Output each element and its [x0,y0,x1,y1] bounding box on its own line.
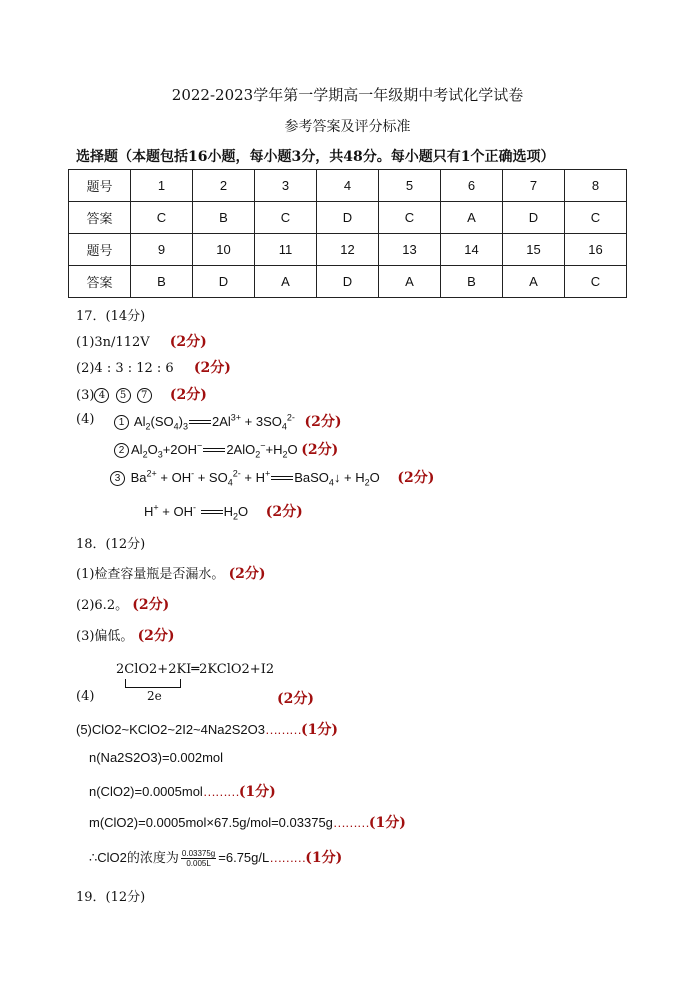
answer-cell: C [255,202,317,234]
calc-line-2-text: n(ClO2)=0.0005mol [89,784,203,799]
points: (2分) [169,387,207,403]
section-heading: 选择题（本题包括16小题，每小题3分，共48分。每小题只有1个正确选项） [76,149,555,165]
points: (2分) [397,470,435,486]
q17-answer-3-prefix: (3) [76,388,95,403]
circled-number: 3 [110,471,125,486]
calc-line-1: n(Na2S2O3)=0.002mol [89,750,224,765]
q17-answer-2 [76,357,231,377]
q18-header: 18．(12分) [76,537,146,552]
q18-answer-3 [76,625,175,645]
points: (2分) [132,597,170,613]
answer-cell: A [379,266,441,298]
answer-cell: B [441,266,503,298]
answer-cell: D [193,266,255,298]
answer-cell: C [565,202,627,234]
question-number: 3 [255,170,317,202]
points: (2分) [169,334,207,350]
answer-cell: C [131,202,193,234]
q18-answer-2 [76,594,169,614]
points: (2分) [228,566,266,582]
question-number: 16 [565,234,627,266]
answer-cell: A [255,266,317,298]
q18-answer-2-text: (2)6.2。 [76,598,129,613]
points: (1分) [300,722,338,738]
circled-number: 4 [94,388,109,403]
row-label: 答案 [69,266,131,298]
question-number: 1 [131,170,193,202]
q18-answer-4-prefix: (4) [76,689,95,704]
q17-header: 17．(14分) [76,309,146,324]
question-number: 11 [255,234,317,266]
q17-answer-2-text: (2)4 : 3 : 12 : 6 [76,361,174,376]
circled-number: 1 [114,415,129,430]
question-number: 14 [441,234,503,266]
question-number: 13 [379,234,441,266]
dot-leader: ……… [332,815,369,830]
equals-sign [271,475,293,483]
question-number: 4 [317,170,379,202]
question-number: 12 [317,234,379,266]
fraction [181,849,216,868]
concentration-prefix: ∴ClO2的浓度为 [89,850,179,865]
table-row [69,234,627,266]
answer-cell: D [503,202,565,234]
equals-sign [203,447,225,455]
points: (2分) [304,414,342,430]
q18-answer-1-text: (1)检查容量瓶是否漏水。 [76,567,225,582]
fraction-denominator: 0.005L [186,859,211,869]
points: (2分) [137,628,175,644]
question-number: 9 [131,234,193,266]
points: (2分) [193,360,231,376]
document-title: 2022-2023学年第一学期高一年级期中考试化学试卷 [171,86,524,104]
answer-cell: B [131,266,193,298]
points: (2分) [265,504,303,520]
fraction-numerator: 0.03375g [181,849,216,859]
document-subtitle: 参考答案及评分标准 [284,119,411,135]
answer-cell: D [317,202,379,234]
question-number: 5 [379,170,441,202]
q18-answer-3-text: (3)偏低。 [76,629,134,644]
concentration-result: =6.75g/L [218,850,270,865]
points: (1分) [305,850,343,866]
question-number: 7 [503,170,565,202]
q17-answer-1 [76,331,207,351]
row-label: 题号 [69,234,131,266]
q18-answer-5-text: (5)ClO2~KClO2~2I2~4Na2S2O3 [76,722,265,737]
equation-3: 3 $Ba^{2+} + OH^- + SO_4^{2-} + H^+$ BaSO$_4$↓ + $H_2O$ (2分) [110,467,434,488]
table-row [69,266,627,298]
answer-cell: A [503,266,565,298]
concentration-line [89,847,342,868]
calc-line-3 [89,812,406,832]
q18-answer-5 [76,719,338,739]
q19-header: 19．(12分) [76,890,146,905]
calc-line-3-text: m(ClO2)=0.0005mol×67.5g/mol=0.03375g [89,815,333,830]
answer-table [68,169,627,298]
equation-3b: H+ + OH- $H_2O$ (2分) [144,502,303,522]
equals-sign [201,509,223,517]
question-number: 2 [193,170,255,202]
table-row [69,170,627,202]
dot-leader: ……… [202,784,239,799]
points: (2分) [277,691,314,707]
points: (1分) [238,784,276,800]
q17-answer-1-text: (1)3n/112V [76,335,150,350]
equals-sign [189,419,211,427]
question-number: 15 [503,234,565,266]
circled-number: 7 [137,388,152,403]
points: (1分) [368,815,406,831]
q17-answer-3 [76,384,207,404]
redox-equation: 2ClO2+2KI═2KClO2+I2 [116,662,275,677]
electron-transfer-bracket [125,679,181,688]
dot-leader: ……… [264,722,301,737]
answer-cell: A [441,202,503,234]
answer-cell: B [193,202,255,234]
circled-number: 2 [114,443,129,458]
dot-leader: ……… [269,850,306,865]
points: (2分) [301,442,339,458]
row-label: 答案 [69,202,131,234]
q18-answer-1 [76,563,266,583]
row-label: 题号 [69,170,131,202]
answer-cell: D [317,266,379,298]
equation-1: 1 $Al_2(SO_4)_3$ $2Al^{3+} + 3SO_4^{2-}$ (2分) [114,411,342,432]
question-number: 6 [441,170,503,202]
circled-number: 5 [116,388,131,403]
answer-cell: C [565,266,627,298]
q17-answer-4-prefix: (4) [76,412,95,427]
answer-cell: C [379,202,441,234]
electron-transfer-label: 2e [147,689,162,703]
calc-line-2 [89,781,276,801]
question-number: 10 [193,234,255,266]
equation-2: 2 $Al_2O_3+2OH^-$ $2AlO_2^-+H_2O$ (2分) [114,439,338,460]
question-number: 8 [565,170,627,202]
table-row [69,202,627,234]
